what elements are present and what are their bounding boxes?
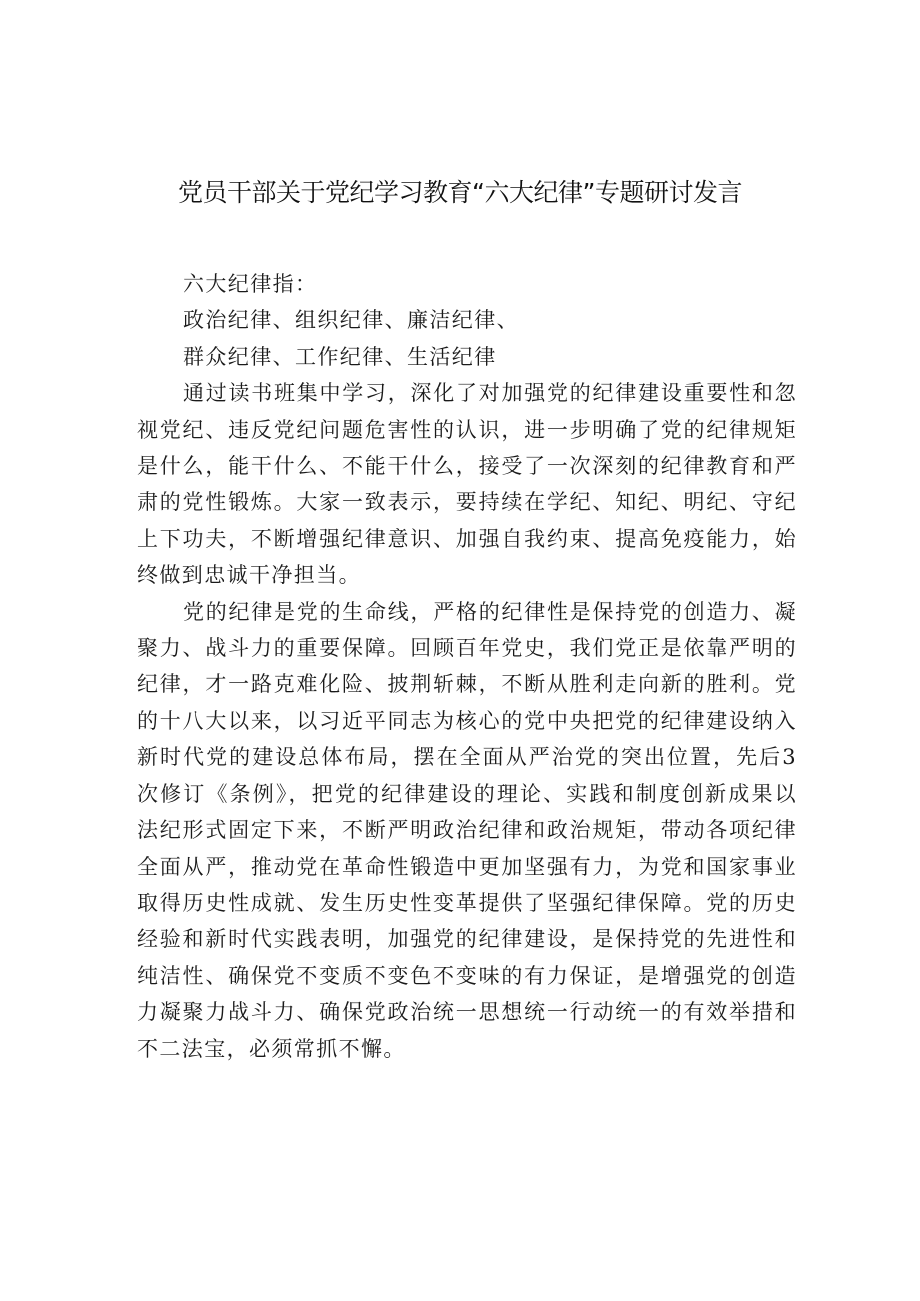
document-title: 党员干部关于党纪学习教育“六大纪律”专题研讨发言 — [178, 178, 742, 207]
document-body — [137, 266, 797, 1067]
body-paragraph-1: 通过读书班集中学习，深化了对加强党的纪律建设重要性和忽视党纪、违反党纪问题危害性的认识，进一步明确了党的纪律规矩是什么，能干什么、不能干什么，接受了一次深刻的纪律教育和严肃的党性锻炼。大家一致表示，要持续在学纪、知纪、明纪、守纪上下功夫，不断增强纪律意识、加强自我约束、提高免疫能力，始终做到忠诚干净担当。 — [137, 381, 797, 588]
intro-line-heading: 六大纪律指： — [183, 272, 318, 296]
intro-line-disciplines-2: 群众纪律、工作纪律、生活纪律 — [183, 344, 497, 369]
intro-line-disciplines-1: 政治纪律、组织纪律、廉洁纪律、 — [183, 308, 519, 333]
body-paragraph-2: 党的纪律是党的生命线，严格的纪律性是保持党的创造力、凝聚力、战斗力的重要保障。回顾百年党史，我们党正是依靠严明的纪律，才一路克难化险、披荆斩棘，不断从胜利走向新的胜利。党的十八大以来，以习近平同志为核心的党中央把党的纪律建设纳入新时代党的建设总体布局，摆在全面从严治党的突出位置，先后3次修订《条例》，把党的纪律建设的理论、实践和制度创新成果以法纪形式固定下来，不断严明政治纪律和政治规矩，带动各项纪律全面从严，推动党在革命性锻造中更加坚强有力，为党和国家事业取得历史性成就、发生历史性变革提供了坚强纪律保障。党的历史经验和新时代实践表明，加强党的纪律建设，是保持党的先进性和纯洁性、确保党不变质不变色不变味的有力保证，是增强党的创造力凝聚力战斗力、确保党政治统一思想统一行动统一的有效举措和不二法宝，必须常抓不懈。 — [137, 599, 797, 1061]
